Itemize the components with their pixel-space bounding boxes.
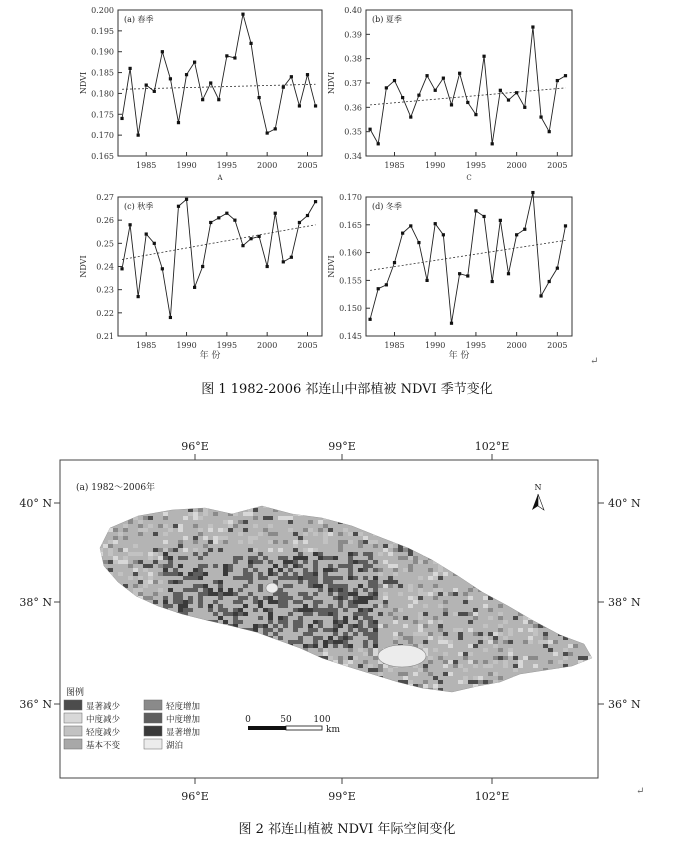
data-point bbox=[290, 256, 293, 259]
data-point bbox=[274, 212, 277, 215]
data-point bbox=[233, 56, 236, 59]
data-point bbox=[539, 294, 542, 297]
trend-line bbox=[122, 225, 316, 260]
y-tick-label: 0.26 bbox=[96, 216, 114, 226]
lake-small bbox=[266, 583, 278, 593]
y-axis-label: NDVI bbox=[79, 71, 88, 95]
data-point bbox=[474, 113, 477, 116]
data-point bbox=[193, 286, 196, 289]
y-tick-label: 0.165 bbox=[91, 152, 114, 161]
y-tick-label: 0.37 bbox=[344, 79, 362, 88]
top-lon-label: 99°E bbox=[328, 440, 356, 453]
y-tick-label: 0.25 bbox=[96, 239, 114, 249]
data-point bbox=[474, 209, 477, 212]
y-tick-label: 0.145 bbox=[339, 332, 362, 341]
data-point bbox=[523, 228, 526, 231]
data-point bbox=[185, 73, 188, 76]
y-axis-label: NDVI bbox=[327, 255, 336, 278]
data-point bbox=[499, 89, 502, 92]
legend-swatch bbox=[144, 713, 162, 723]
y-tick-label: 0.160 bbox=[339, 248, 362, 258]
chart-panel-3 bbox=[79, 193, 322, 361]
y-tick-label: 0.27 bbox=[96, 193, 114, 202]
plot-frame bbox=[366, 10, 572, 156]
data-point bbox=[241, 244, 244, 247]
data-point bbox=[539, 115, 542, 118]
data-point bbox=[507, 272, 510, 275]
data-point bbox=[225, 54, 228, 57]
data-point bbox=[401, 232, 404, 235]
data-point bbox=[368, 128, 371, 131]
x-tick-label: 2000 bbox=[256, 341, 278, 350]
data-point bbox=[169, 77, 172, 80]
scale-unit: km bbox=[326, 725, 340, 735]
x-tick-label: 2000 bbox=[256, 161, 278, 170]
data-point bbox=[556, 267, 559, 270]
legend-label: 轻度增加 bbox=[166, 702, 201, 712]
data-point bbox=[249, 42, 252, 45]
top-lon-label: 96°E bbox=[181, 440, 209, 453]
data-point bbox=[442, 233, 445, 236]
legend-label: 轻度减少 bbox=[86, 728, 121, 738]
panel-label: (c) 秋季 bbox=[124, 202, 154, 211]
data-point bbox=[385, 283, 388, 286]
data-point bbox=[266, 265, 269, 268]
data-point bbox=[177, 205, 180, 208]
x-tick-label: 1995 bbox=[465, 161, 487, 170]
data-point bbox=[177, 121, 180, 124]
panel-label: (b) 夏季 bbox=[372, 15, 402, 24]
x-axis-label: 年 份 bbox=[448, 351, 470, 361]
scale-tick-label: 100 bbox=[313, 715, 331, 725]
data-point bbox=[393, 79, 396, 82]
data-point bbox=[499, 219, 502, 222]
data-point bbox=[466, 101, 469, 104]
plot-frame bbox=[118, 10, 322, 156]
right-lat-label: 40° N bbox=[608, 497, 641, 510]
left-lat-label: 36° N bbox=[19, 698, 52, 711]
y-tick-label: 0.38 bbox=[344, 54, 362, 64]
legend-label: 中度增加 bbox=[166, 715, 201, 725]
x-tick-label: 2005 bbox=[547, 161, 568, 170]
x-axis-label: 年 份 bbox=[199, 351, 221, 361]
data-point bbox=[515, 91, 518, 94]
legend-swatch bbox=[144, 739, 162, 749]
legend-label: 湖泊 bbox=[166, 741, 184, 751]
data-point bbox=[507, 98, 510, 101]
data-point bbox=[306, 73, 309, 76]
data-point bbox=[258, 235, 261, 238]
y-tick-label: 0.40 bbox=[344, 6, 362, 15]
data-point bbox=[417, 241, 420, 244]
legend-label: 中度减少 bbox=[86, 715, 121, 725]
data-point bbox=[548, 280, 551, 283]
data-point bbox=[564, 74, 567, 77]
legend-label: 显著增加 bbox=[166, 728, 201, 738]
right-lat-label: 36° N bbox=[608, 698, 641, 711]
y-tick-label: 0.190 bbox=[91, 47, 114, 57]
data-point bbox=[137, 295, 140, 298]
data-point bbox=[306, 214, 309, 217]
data-point bbox=[531, 191, 534, 194]
x-tick-label: 2005 bbox=[547, 341, 568, 350]
x-tick-label: 1985 bbox=[384, 161, 405, 170]
data-point bbox=[548, 130, 551, 133]
x-tick-label: 1995 bbox=[216, 161, 238, 170]
data-point bbox=[458, 72, 461, 75]
data-point bbox=[161, 267, 164, 270]
data-point bbox=[233, 219, 236, 222]
right-lat-label: 38° N bbox=[608, 596, 641, 609]
data-point bbox=[209, 221, 212, 224]
data-point bbox=[531, 25, 534, 28]
data-point bbox=[128, 67, 131, 70]
data-point bbox=[401, 96, 404, 99]
data-point bbox=[466, 274, 469, 277]
data-point bbox=[282, 86, 285, 89]
panel-label: (a) 春季 bbox=[124, 15, 154, 24]
y-tick-label: 0.200 bbox=[91, 6, 114, 15]
bottom-lon-label: 99°E bbox=[328, 790, 356, 803]
figure-1-caption: 图 1 1982-2006 祁连山中部植被 NDVI 季节变化 bbox=[201, 382, 493, 397]
data-point bbox=[169, 316, 172, 319]
data-point bbox=[434, 222, 437, 225]
panel-label: (d) 冬季 bbox=[372, 202, 402, 211]
x-tick-label: 1995 bbox=[216, 341, 238, 350]
y-tick-label: 0.34 bbox=[344, 152, 362, 161]
data-point bbox=[368, 318, 371, 321]
y-tick-label: 0.185 bbox=[91, 68, 114, 78]
data-point bbox=[314, 104, 317, 107]
chart-panel-1 bbox=[79, 6, 322, 182]
x-tick-label: 2005 bbox=[297, 161, 318, 170]
y-tick-label: 0.150 bbox=[339, 304, 362, 314]
panel-sublabel: A bbox=[217, 174, 223, 182]
bottom-lon-label: 96°E bbox=[181, 790, 209, 803]
data-point bbox=[120, 267, 123, 270]
data-point bbox=[458, 272, 461, 275]
data-point bbox=[385, 86, 388, 89]
data-point bbox=[137, 134, 140, 137]
data-point bbox=[145, 232, 148, 235]
bottom-lon-label: 102°E bbox=[474, 790, 510, 803]
legend-title: 图例 bbox=[66, 688, 85, 698]
data-point bbox=[450, 103, 453, 106]
x-tick-label: 1995 bbox=[465, 341, 487, 350]
y-tick-label: 0.170 bbox=[91, 131, 114, 141]
series-line bbox=[370, 193, 565, 324]
x-tick-label: 1990 bbox=[176, 341, 197, 350]
data-point bbox=[128, 223, 131, 226]
data-point bbox=[145, 83, 148, 86]
data-point bbox=[201, 98, 204, 101]
data-point bbox=[515, 233, 518, 236]
data-point bbox=[425, 74, 428, 77]
series-line bbox=[122, 14, 316, 135]
scale-tick-label: 0 bbox=[245, 715, 251, 725]
data-point bbox=[185, 198, 188, 201]
left-lat-label: 40° N bbox=[19, 497, 52, 510]
y-tick-label: 0.170 bbox=[339, 193, 362, 202]
data-point bbox=[491, 142, 494, 145]
data-point bbox=[225, 212, 228, 215]
legend-swatch bbox=[64, 726, 82, 736]
data-point bbox=[193, 61, 196, 64]
panel-sublabel: C bbox=[466, 174, 472, 182]
data-point bbox=[249, 237, 252, 240]
y-tick-label: 0.21 bbox=[96, 332, 114, 341]
x-tick-label: 2000 bbox=[506, 161, 527, 170]
data-point bbox=[393, 261, 396, 264]
x-tick-label: 1985 bbox=[384, 341, 405, 350]
data-point bbox=[217, 216, 220, 219]
legend-label: 显著减少 bbox=[86, 702, 121, 712]
paragraph-mark-icon: ↵ bbox=[590, 356, 599, 367]
series-line bbox=[370, 27, 565, 144]
data-point bbox=[161, 50, 164, 53]
data-point bbox=[425, 279, 428, 282]
chart-panel-4 bbox=[327, 191, 572, 361]
y-axis-label: NDVI bbox=[79, 255, 88, 278]
data-point bbox=[417, 94, 420, 97]
data-point bbox=[450, 322, 453, 325]
lake-large bbox=[378, 645, 426, 667]
data-point bbox=[153, 90, 156, 93]
legend-swatch bbox=[144, 726, 162, 736]
data-point bbox=[290, 75, 293, 78]
y-tick-label: 0.35 bbox=[344, 127, 362, 137]
y-axis-label: NDVI bbox=[327, 71, 336, 95]
map-group bbox=[19, 440, 641, 803]
legend-swatch bbox=[64, 700, 82, 710]
legend-label: 基本不变 bbox=[86, 741, 121, 751]
north-label: N bbox=[534, 483, 542, 492]
data-point bbox=[282, 260, 285, 263]
legend-swatch bbox=[64, 739, 82, 749]
y-tick-label: 0.23 bbox=[96, 285, 114, 295]
y-tick-label: 0.195 bbox=[91, 26, 114, 36]
data-point bbox=[409, 115, 412, 118]
x-tick-label: 1990 bbox=[176, 161, 197, 170]
scale-tick-label: 50 bbox=[280, 715, 292, 725]
data-point bbox=[377, 287, 380, 290]
legend-swatch bbox=[144, 700, 162, 710]
data-point bbox=[314, 200, 317, 203]
data-point bbox=[258, 96, 261, 99]
y-tick-label: 0.175 bbox=[91, 110, 114, 120]
data-point bbox=[217, 98, 220, 101]
data-point bbox=[556, 79, 559, 82]
x-tick-label: 2005 bbox=[297, 341, 318, 350]
data-point bbox=[409, 224, 412, 227]
data-point bbox=[564, 224, 567, 227]
data-point bbox=[201, 265, 204, 268]
data-point bbox=[482, 215, 485, 218]
data-point bbox=[241, 13, 244, 16]
data-point bbox=[491, 280, 494, 283]
y-tick-label: 0.165 bbox=[339, 220, 362, 230]
data-point bbox=[153, 242, 156, 245]
data-point bbox=[298, 221, 301, 224]
data-point bbox=[274, 127, 277, 130]
y-tick-label: 0.39 bbox=[344, 30, 362, 40]
data-point bbox=[209, 81, 212, 84]
data-point bbox=[434, 89, 437, 92]
chart-panel-2 bbox=[327, 6, 572, 182]
x-tick-label: 1985 bbox=[136, 161, 157, 170]
data-point bbox=[523, 106, 526, 109]
top-lon-label: 102°E bbox=[474, 440, 510, 453]
x-tick-label: 1990 bbox=[425, 161, 446, 170]
data-point bbox=[482, 55, 485, 58]
x-tick-label: 1985 bbox=[136, 341, 157, 350]
data-point bbox=[266, 131, 269, 134]
x-tick-label: 1990 bbox=[425, 341, 446, 350]
map-panel-label: (a) 1982～2006年 bbox=[76, 483, 156, 493]
y-tick-label: 0.155 bbox=[339, 276, 362, 286]
left-lat-label: 38° N bbox=[19, 596, 52, 609]
figure-2-caption: 图 2 祁连山植被 NDVI 年际空间变化 bbox=[238, 822, 456, 837]
legend-swatch bbox=[64, 713, 82, 723]
y-tick-label: 0.22 bbox=[96, 308, 114, 318]
figure-1-seasonal-ndvi bbox=[0, 0, 694, 378]
data-point bbox=[120, 117, 123, 120]
figure-2-ndvi-map bbox=[0, 430, 694, 810]
paragraph-mark-icon: ↵ bbox=[636, 786, 645, 797]
y-tick-label: 0.180 bbox=[91, 89, 114, 99]
x-tick-label: 2000 bbox=[506, 341, 527, 350]
y-tick-label: 0.24 bbox=[96, 262, 114, 272]
data-point bbox=[377, 142, 380, 145]
y-tick-label: 0.36 bbox=[344, 103, 362, 113]
data-point bbox=[298, 104, 301, 107]
data-point bbox=[442, 77, 445, 80]
